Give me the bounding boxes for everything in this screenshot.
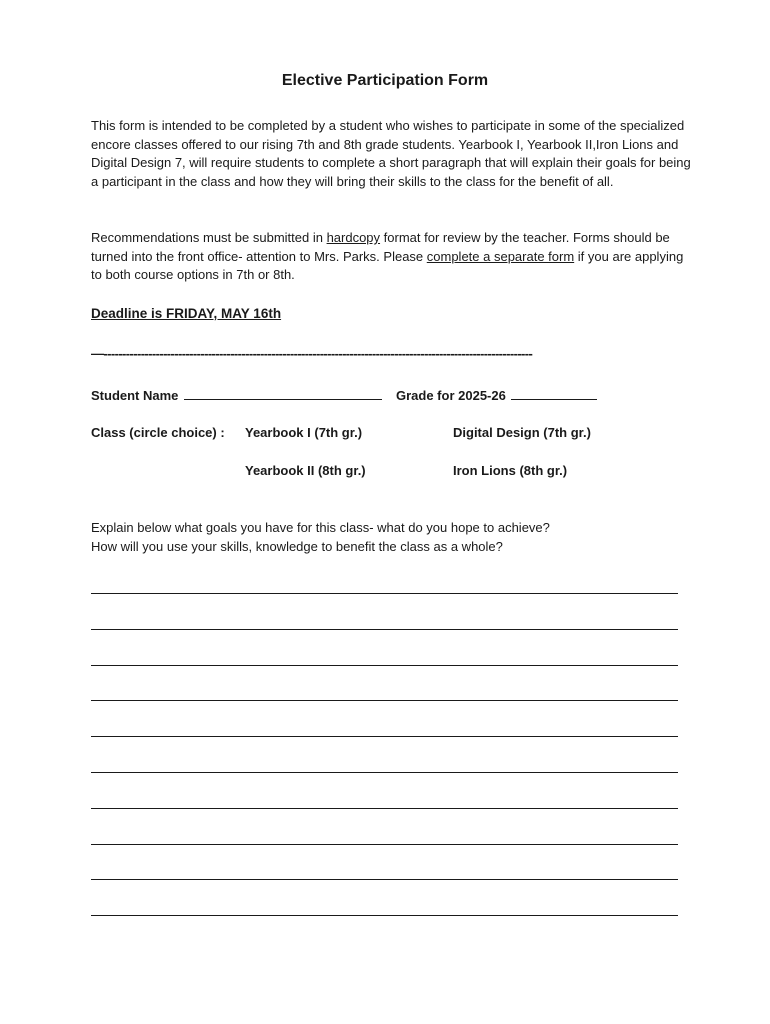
grade-row: [396, 387, 597, 403]
answer-line[interactable]: [91, 629, 678, 630]
answer-line[interactable]: [91, 879, 678, 880]
class-option-yearbook-1[interactable]: Yearbook I (7th gr.): [245, 425, 363, 440]
answer-line[interactable]: [91, 593, 678, 594]
dashed-divider: —-------------------------------------------------------------------------------------------------------------------: [91, 346, 533, 361]
recommendations-text-1: Recommendations must be submitted in: [91, 230, 327, 245]
grade-label: Grade for 2025-26: [396, 388, 506, 403]
answer-line[interactable]: [91, 808, 678, 809]
student-name-row: [91, 387, 382, 403]
deadline-text: Deadline is FRIDAY, MAY 16th: [91, 306, 282, 321]
hardcopy-underlined-text: hardcopy: [326, 230, 381, 245]
goals-question-line-2: How will you use your skills, knowledge to benefit the class as a whole?: [91, 539, 503, 554]
intro-paragraph: This form is intended to be completed by a student who wishes to participate in some of the specialized encore classes offered to our rising 7th and 8th grade students. Yearbook I, Yearbook II,Iron Lions and Digital Design 7, will require students to complete a short paragraph that will explain their goals for being a participant in the class and how they will bring their skills to the class for the benefit of all.: [91, 118, 691, 190]
goals-question-line-1: Explain below what goals you have for this class- what do you hope to achieve?: [91, 520, 550, 535]
answer-line[interactable]: [91, 772, 678, 773]
answer-line[interactable]: [91, 736, 678, 737]
separate-form-underlined-text: complete a separate form: [426, 248, 575, 264]
class-option-yearbook-2[interactable]: Yearbook II (8th gr.): [245, 463, 366, 478]
student-name-field[interactable]: [184, 387, 382, 400]
recommendations-text-3: if you are applying to both course options in 7th or 8th.: [91, 248, 684, 283]
recommendations-text-2: format for review by the teacher. Forms should be turned into the front office- attention to Mrs. Parks. Please: [91, 230, 670, 264]
class-option-iron-lions[interactable]: Iron Lions (8th gr.): [453, 463, 568, 478]
answer-line[interactable]: [91, 665, 678, 666]
answer-line[interactable]: [91, 700, 678, 701]
answer-line[interactable]: [91, 844, 678, 845]
class-choice-label: Class (circle choice) :: [91, 425, 225, 440]
goals-question: [91, 518, 550, 556]
grade-field[interactable]: [511, 387, 597, 400]
class-option-digital-design[interactable]: Digital Design (7th gr.): [453, 425, 591, 440]
answer-line[interactable]: [91, 915, 678, 916]
student-name-label: Student Name: [91, 388, 179, 403]
form-title: Elective Participation Form: [281, 72, 489, 89]
recommendations-paragraph: [91, 229, 691, 285]
